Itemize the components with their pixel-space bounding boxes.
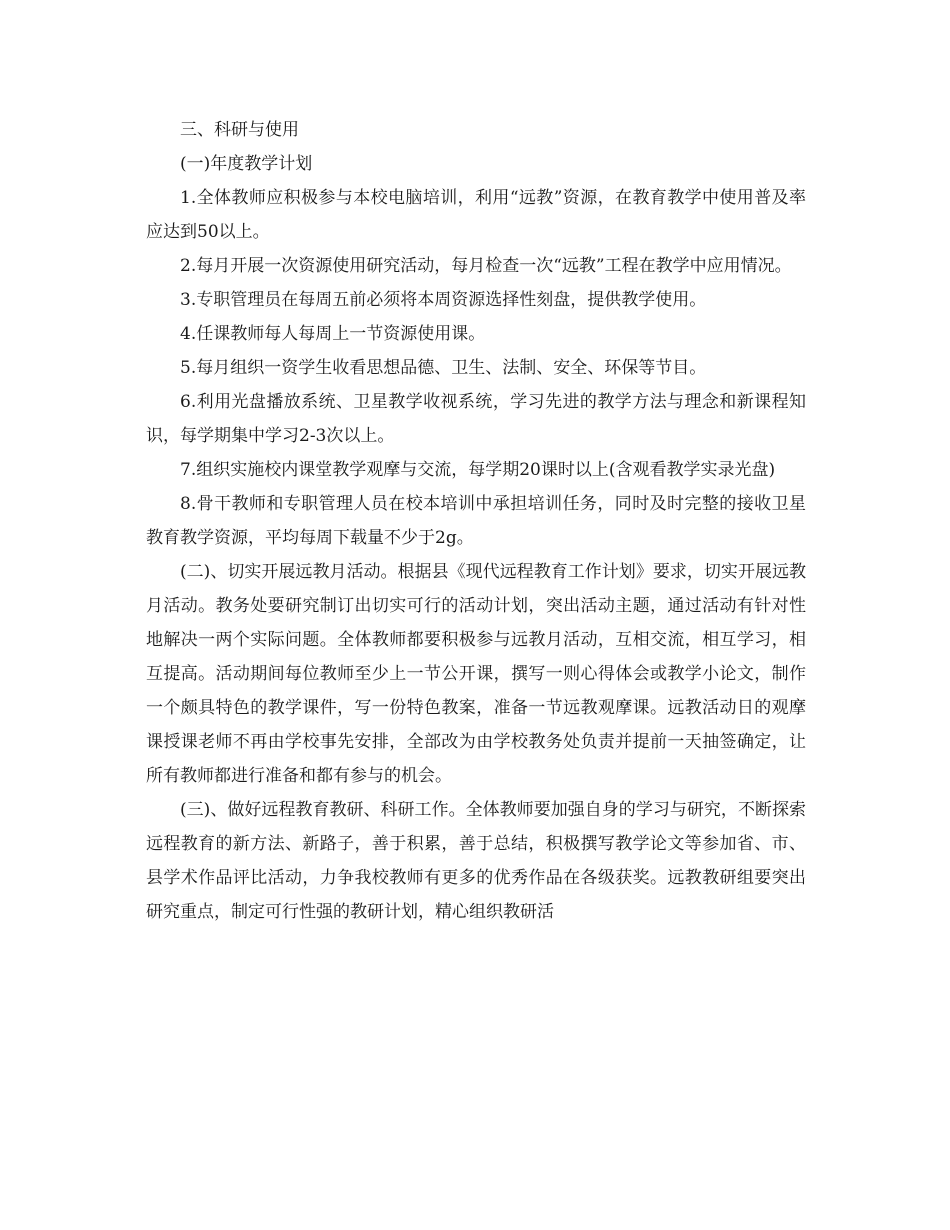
plan-item-6: 6.利用光盘播放系统、卫星教学收视系统，学习先进的教学方法与理念和新课程知识，每学期集中学习2-3次以上。	[146, 392, 806, 446]
section-two-paragraph: (二)、切实开展远教月活动。根据县《现代远程教育工作计划》要求，切实开展远教月活动。教务处要研究制订出切实可行的活动计划，突出活动主题，通过活动有针对性地解决一两个实际问题。全体教师都要积极参与远教月活动，互相交流，相互学习，相互提高。活动期间每位教师至少上一节公开课，撰写一则心得体会或教学小论文，制作一个颇具特色的教学课件，写一份特色教案，准备一节远教观摩课。远教活动日的观摩课授课老师不再由学校事先安排，全部改为由学校教务处负责并提前一天抽签确定，让所有教师都进行准备和都有参与的机会。	[146, 562, 806, 786]
section-heading: 三、科研与使用	[180, 120, 299, 140]
plan-item-4: 4.任课教师每人每周上一节资源使用课。	[180, 324, 486, 344]
plan-item-3: 3.专职管理员在每周五前必须将本周资源选择性刻盘，提供教学使用。	[180, 290, 707, 310]
plan-item-2: 2.每月开展一次资源使用研究活动，每月检查一次“远教”工程在教学中应用情况。	[180, 256, 792, 276]
section-three-paragraph: (三)、做好远程教育教研、科研工作。全体教师要加强自身的学习与研究，不断探索远程教育的新方法、新路子，善于积累，善于总结，积极撰写教学论文等参加省、市、县学术作品评比活动，力争我校教师有更多的优秀作品在各级获奖。远教教研组要突出研究重点，制定可行性强的教研计划，精心组织教研活	[146, 800, 806, 922]
document-body	[146, 113, 806, 929]
plan-item-8: 8.骨干教师和专职管理人员在校本培训中承担培训任务，同时及时完整的接收卫星教育教学资源，平均每周下载量不少于2g。	[146, 494, 806, 548]
plan-item-7: 7.组织实施校内课堂教学观摩与交流，每学期20课时以上(含观看教学实录光盘)	[180, 460, 776, 480]
subsection-heading: (一)年度教学计划	[180, 154, 313, 174]
plan-item-5: 5.每月组织一资学生收看思想品德、卫生、法制、安全、环保等节目。	[180, 358, 707, 378]
plan-item-1: 1.全体教师应积极参与本校电脑培训，利用“远教”资源，在教育教学中使用普及率应达到50以上。	[146, 188, 806, 242]
